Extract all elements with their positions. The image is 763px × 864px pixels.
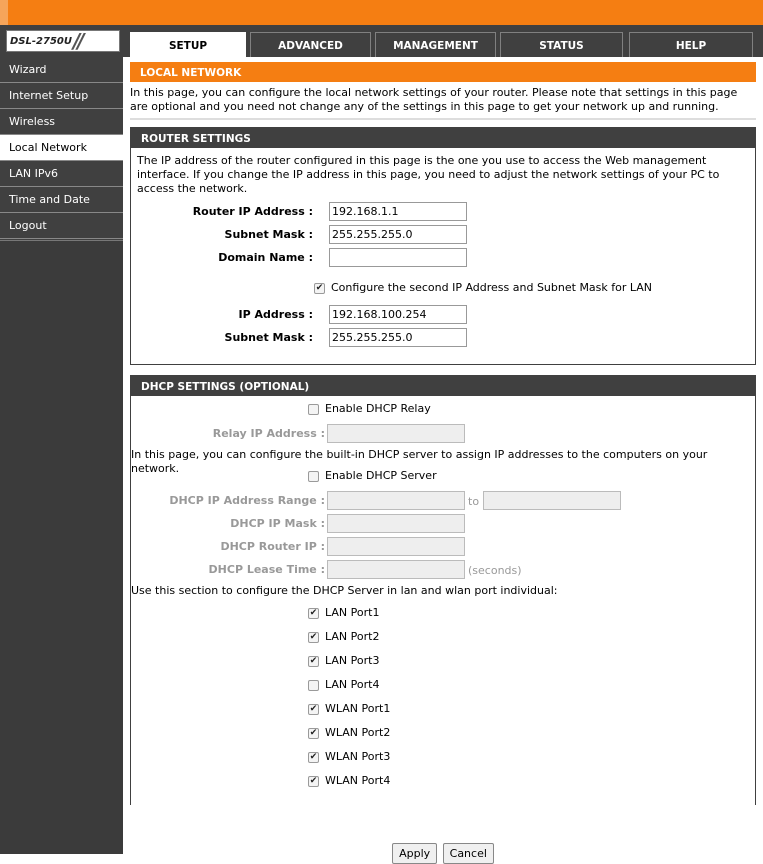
main-content (130, 62, 756, 860)
dhcp-relay-checkbox[interactable] (308, 404, 319, 415)
lan-port2-checkbox[interactable]: ✔ (309, 632, 318, 642)
local-network-title: LOCAL NETWORK (130, 62, 756, 82)
dhcp-range-end-input[interactable] (483, 491, 621, 510)
sidebar-item-lan-ipv6[interactable]: LAN IPv6 (0, 161, 123, 187)
lan-port3-label: LAN Port3 (325, 654, 380, 667)
dhcp-relay-label: Enable DHCP Relay (325, 402, 431, 415)
dhcp-lease-input[interactable] (327, 560, 465, 579)
wlan-port1-checkbox[interactable]: ✔ (309, 704, 318, 714)
dhcp-ports-desc: Use this section to configure the DHCP Server in lan and wlan port individual: (131, 584, 558, 597)
tab-label: SETUP (168, 40, 208, 52)
tab-label: HELP (675, 40, 707, 52)
lan-port4-label: LAN Port4 (325, 678, 380, 691)
dhcp-mask-label: DHCP IP Mask : (230, 517, 325, 530)
sidebar (0, 57, 123, 854)
sidebar-item-local-network[interactable]: Local Network (0, 135, 123, 161)
model-logo (6, 30, 120, 52)
wlan-port1-label: WLAN Port1 (325, 702, 391, 715)
dhcp-router-ip-input[interactable] (327, 537, 465, 556)
sidebar-item-time-and-date[interactable]: Time and Date (0, 187, 123, 213)
wlan-port2-checkbox[interactable]: ✔ (309, 728, 318, 738)
dhcp-settings-title: DHCP SETTINGS (OPTIONAL) (131, 376, 755, 396)
lan-port2-label: LAN Port2 (325, 630, 380, 643)
lan-port1-checkbox[interactable]: ✔ (309, 608, 318, 618)
tab-help[interactable] (629, 32, 753, 57)
tab-label: STATUS (539, 40, 584, 52)
lan-port1-label: LAN Port1 (325, 606, 380, 619)
dhcp-server-desc: In this page, you can configure the built-in DHCP server to assign IP addresses to the computers on your network. (131, 448, 708, 475)
router-ip-input[interactable] (329, 202, 467, 221)
cancel-button[interactable]: Cancel (443, 843, 494, 864)
sidebar-item-wizard[interactable]: Wizard (0, 57, 123, 83)
dhcp-range-start-input[interactable] (327, 491, 465, 510)
tab-label: ADVANCED (278, 40, 343, 52)
dhcp-range-label: DHCP IP Address Range : (169, 494, 325, 507)
logo-slashes-icon: // (73, 29, 82, 53)
subnet-mask2-input[interactable] (329, 328, 467, 347)
dhcp-range-to-label: to (468, 495, 480, 508)
dhcp-mask-input[interactable] (327, 514, 465, 533)
relay-ip-input[interactable] (327, 424, 465, 443)
router-ip-label: Router IP Address : (192, 205, 313, 218)
dhcp-lease-label: DHCP Lease Time : (208, 563, 325, 576)
sidebar-item-wireless[interactable]: Wireless (0, 109, 123, 135)
header-bar (0, 25, 763, 57)
dhcp-server-label: Enable DHCP Server (325, 469, 437, 482)
model-name: DSL-2750U (10, 36, 72, 47)
sidebar-filler (0, 240, 123, 854)
domain-name-label: Domain Name : (218, 251, 313, 264)
top-accent-bar (0, 0, 763, 25)
ip-address-label: IP Address : (238, 308, 313, 321)
lan-port4-checkbox[interactable] (308, 680, 319, 691)
apply-button[interactable]: Apply (392, 843, 437, 864)
tab-label: MANAGEMENT (393, 40, 478, 52)
wlan-port2-label: WLAN Port2 (325, 726, 391, 739)
tab-advanced[interactable] (250, 32, 371, 57)
subnet-mask-label: Subnet Mask : (224, 228, 313, 241)
wlan-port4-label: WLAN Port4 (325, 774, 391, 787)
lan-port3-checkbox[interactable]: ✔ (309, 656, 318, 666)
router-settings-section (130, 127, 756, 365)
dhcp-server-checkbox[interactable] (308, 471, 319, 482)
ip-address-input[interactable] (329, 305, 467, 324)
subnet-mask2-label: Subnet Mask : (224, 331, 313, 344)
wlan-port3-label: WLAN Port3 (325, 750, 391, 763)
tab-status[interactable] (500, 32, 623, 57)
second-ip-checkbox[interactable]: ✔ (315, 283, 324, 293)
tab-management[interactable] (375, 32, 496, 57)
top-accent-strip (0, 0, 8, 25)
sidebar-item-logout[interactable]: Logout (0, 213, 123, 239)
sidebar-item-internet-setup[interactable]: Internet Setup (0, 83, 123, 109)
wlan-port4-checkbox[interactable]: ✔ (309, 776, 318, 786)
dhcp-settings-section (130, 375, 756, 805)
router-settings-title: ROUTER SETTINGS (131, 128, 755, 148)
wlan-port3-checkbox[interactable]: ✔ (309, 752, 318, 762)
local-network-intro: In this page, you can configure the local network settings of your router. Please note that settings in this page are optional and you need not change any of the settings in this page to get your network up and running. (130, 82, 756, 120)
tab-setup[interactable] (130, 32, 246, 57)
relay-ip-label: Relay IP Address : (212, 427, 325, 440)
subnet-mask-input[interactable] (329, 225, 467, 244)
domain-name-input[interactable] (329, 248, 467, 267)
router-settings-desc: The IP address of the router configured in this page is the one you use to access the Web management interface. If you change the IP address in this page, you need to adjust the network settings of your PC to access the network. (137, 154, 720, 195)
dhcp-lease-unit: (seconds) (468, 564, 522, 577)
dhcp-router-ip-label: DHCP Router IP : (220, 540, 325, 553)
second-ip-checkbox-label: Configure the second IP Address and Subnet Mask for LAN (331, 281, 653, 294)
